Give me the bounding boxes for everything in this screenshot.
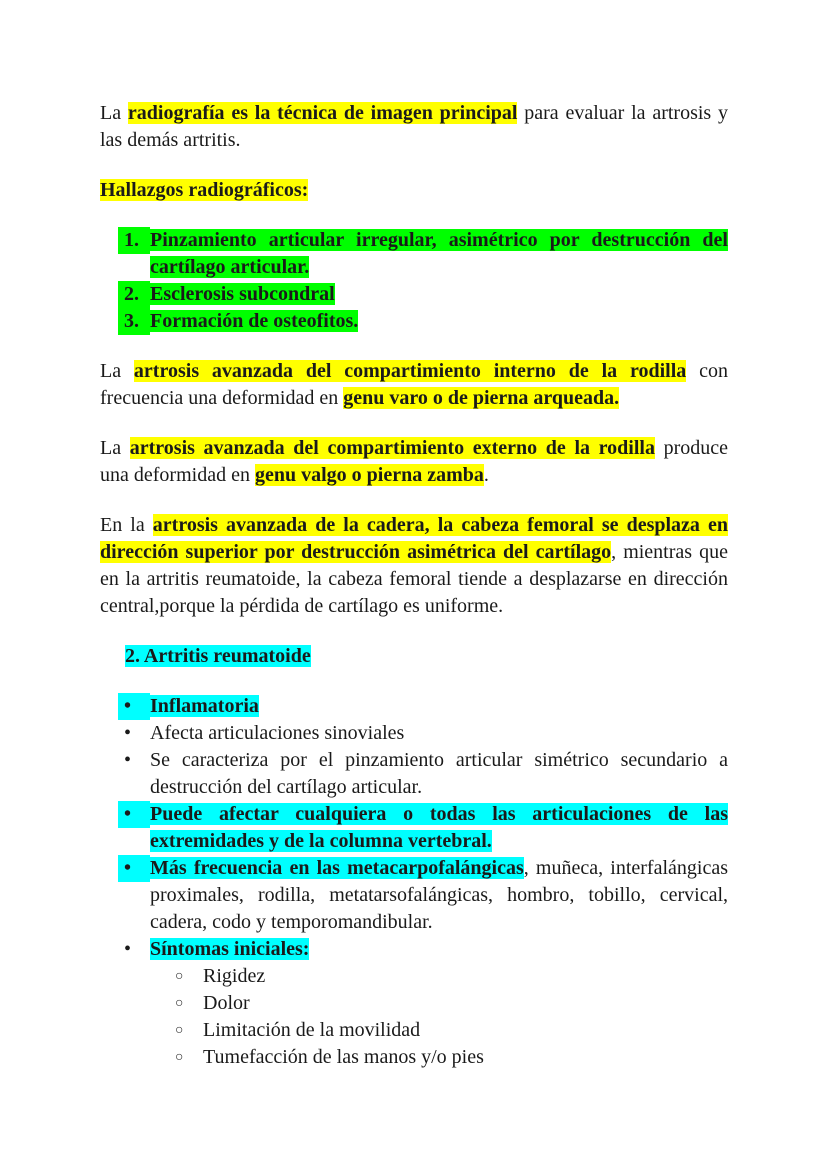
text-run: produce una deformidad en — [100, 437, 729, 486]
text-run: La — [100, 102, 128, 124]
circle-bullet-icon: ○ — [175, 969, 184, 984]
sub-bullet-item-rigidez — [100, 963, 728, 990]
yellow-highlight-run: genu varo o de pierna arqueada. — [343, 387, 620, 409]
bullet-icon: • — [124, 749, 132, 771]
text-run: . — [483, 464, 489, 486]
paragraph-rodilla-externo — [100, 435, 728, 489]
text-run: Rigidez — [203, 965, 266, 987]
heading-artritis-reumatoide — [100, 643, 728, 670]
sub-bullet-item-dolor — [100, 990, 728, 1017]
bullet-item-mas-frecuencia — [100, 855, 728, 936]
cyan-highlight-run: 2. Artritis reumatoide — [125, 645, 311, 667]
text-run: Se caracteriza por el pinzamiento articular simétrico secundario a destrucción del cartílago articular. — [150, 749, 728, 798]
list-number: 3. — [118, 308, 150, 335]
circle-bullet-icon: ○ — [175, 996, 184, 1011]
bullet-item-sintomas — [100, 936, 728, 963]
bullet-item-caracteriza — [100, 747, 728, 801]
text-run: Afecta articulaciones sinoviales — [150, 722, 405, 744]
paragraph-radiografia — [100, 100, 728, 154]
yellow-highlight-run: artrosis avanzada de la cadera, la cabeza femoral se desplaza en dirección superior por destrucción asimétrica del cartílago — [100, 514, 728, 563]
list-number: 2. — [118, 281, 150, 308]
text-run: La — [100, 437, 130, 459]
bullet-item-puede-afectar — [100, 801, 728, 855]
bullet-item-afecta — [100, 720, 728, 747]
cyan-highlight-run: Más frecuencia en las metacarpofalángicas — [150, 857, 524, 879]
sub-bullet-item-tumefaccion — [100, 1044, 728, 1071]
bullet-icon: • — [118, 693, 150, 720]
paragraph-rodilla-interno — [100, 358, 728, 412]
yellow-highlight-run: radiografía es la técnica de imagen principal — [127, 102, 518, 124]
bullet-icon: • — [118, 801, 150, 828]
cyan-highlight-run: Inflamatoria — [150, 695, 259, 717]
text-run: Dolor — [203, 992, 250, 1014]
bullet-icon: • — [124, 722, 132, 744]
yellow-highlight-run: artrosis avanzada del compartimiento interno de la rodilla — [133, 360, 687, 382]
text-run: , mientras que en la artritis reumatoide, la cabeza femoral tiende a desplazarse en dirección central,porque la pérdida de cartílago es uniforme. — [100, 541, 728, 617]
bullet-item-inflamatoria — [100, 693, 728, 720]
findings-numbered-list — [100, 227, 728, 335]
sub-bullet-item-limitacion — [100, 1017, 728, 1044]
green-highlight-run: Esclerosis subcondral — [150, 283, 335, 305]
yellow-highlight-run: genu valgo o pierna zamba — [254, 464, 484, 486]
text-run: Tumefacción de las manos y/o pies — [203, 1046, 484, 1068]
finding-item-3 — [100, 308, 728, 335]
finding-item-1 — [100, 227, 728, 281]
circle-bullet-icon: ○ — [175, 1023, 184, 1038]
green-highlight-run: Formación de osteofitos. — [150, 310, 359, 332]
artritis-bullet-list — [100, 693, 728, 1071]
text-run: Limitación de la movilidad — [203, 1019, 421, 1041]
paragraph-cadera — [100, 512, 728, 620]
circle-bullet-icon: ○ — [175, 1050, 184, 1065]
bullet-icon: • — [118, 855, 150, 882]
yellow-highlight-run: Hallazgos radiográficos: — [100, 179, 309, 201]
text-run: La — [100, 360, 134, 382]
list-number: 1. — [118, 227, 150, 254]
text-run: para evaluar la artrosis y las demás artritis. — [100, 102, 729, 151]
heading-hallazgos — [100, 177, 728, 204]
text-run: , muñeca, interfalángicas proximales, rodilla, metatarsofalángicas, hombro, tobillo, cervical, cadera, codo y temporomandibular. — [150, 857, 728, 933]
cyan-highlight-run: Síntomas iniciales: — [150, 938, 310, 960]
finding-item-2 — [100, 281, 728, 308]
bullet-icon: • — [124, 938, 132, 960]
text-run: En la — [100, 514, 153, 536]
green-highlight-run: Pinzamiento articular irregular, asimétrico por destrucción del cartílago articular. — [150, 229, 728, 278]
yellow-highlight-run: artrosis avanzada del compartimiento externo de la rodilla — [129, 437, 655, 459]
text-run: con frecuencia una deformidad en — [100, 360, 728, 409]
cyan-highlight-run: Puede afectar cualquiera o todas las articulaciones de las extremidades y de la columna vertebral. — [150, 803, 728, 852]
